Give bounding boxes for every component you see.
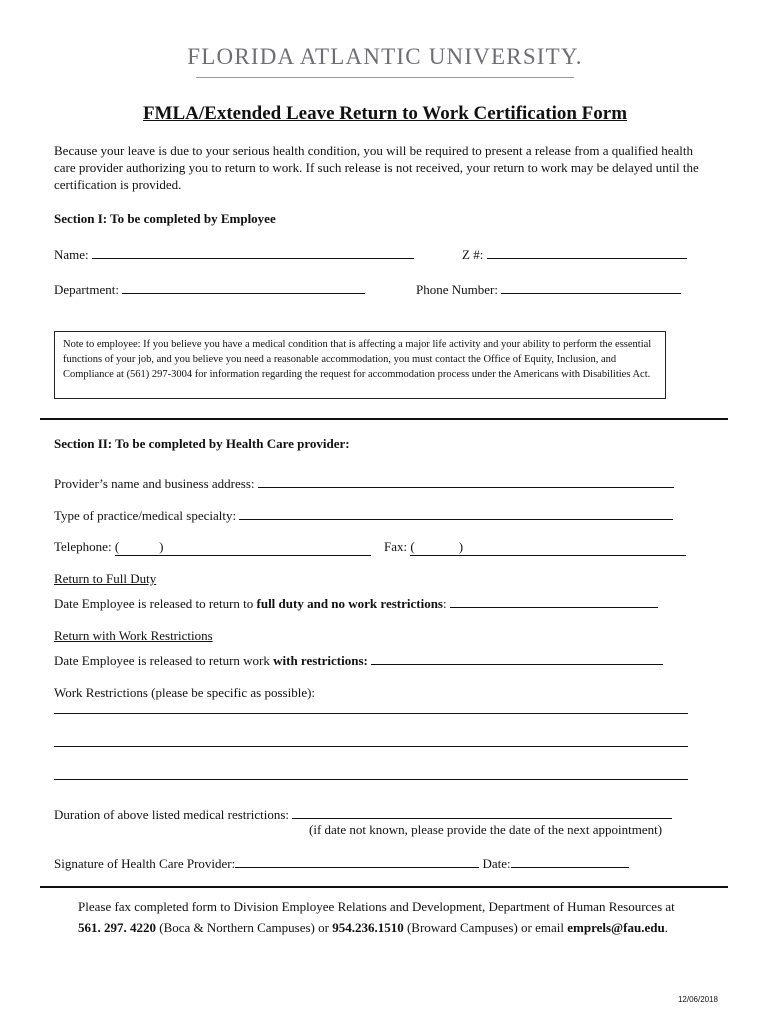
specialty-field[interactable] (239, 507, 673, 520)
footer-line-1: Please fax completed form to Division Employee Relations and Development, Department of Human Resources at (78, 899, 675, 914)
full-duty-heading: Return to Full Duty (54, 571, 157, 586)
fax-row (384, 539, 686, 556)
restrictions-row (54, 652, 663, 669)
signature-row (54, 855, 629, 872)
department-row (54, 281, 365, 298)
boca-phone: 561. 297. 4220 (78, 920, 156, 935)
fau-logo: FLORIDA ATLANTIC UNIVERSITY. (187, 44, 583, 69)
work-restrictions-line-2[interactable] (54, 746, 688, 747)
footer-instructions (78, 896, 728, 938)
fax-label: Fax: (384, 539, 408, 554)
znum-field[interactable] (487, 246, 687, 259)
full-duty-colon: : (443, 596, 447, 611)
section1-heading: Section I: To be completed by Employee (54, 211, 276, 226)
znum-label: Z #: (462, 247, 484, 262)
phone-row (416, 281, 681, 298)
restrictions-heading: Return with Work Restrictions (54, 628, 213, 643)
fax-field[interactable] (410, 539, 686, 556)
full-duty-prefix: Date Employee is released to return to (54, 596, 257, 611)
telephone-row (54, 539, 371, 556)
form-revision-date: 12/06/2018 (677, 995, 718, 1004)
fax-open-paren: ( (410, 539, 415, 554)
logo-underline (196, 77, 574, 78)
name-row (54, 246, 414, 263)
name-field[interactable] (92, 246, 414, 259)
broward-phone: 954.236.1510 (332, 920, 404, 935)
department-label: Department: (54, 282, 119, 297)
duration-label: Duration of above listed medical restrictions: (54, 807, 290, 822)
boca-text: (Boca & Northern Campuses) or (156, 920, 333, 935)
name-label: Name: (54, 247, 89, 262)
telephone-close-paren: ) (159, 539, 164, 554)
work-restrictions-line-3[interactable] (54, 779, 688, 780)
full-duty-row (54, 595, 658, 612)
provider-field[interactable] (258, 475, 674, 488)
telephone-label: Telephone: (54, 539, 112, 554)
email-link[interactable]: emprels@fau.edu (567, 920, 665, 935)
fax-close-paren: ) (458, 539, 464, 554)
restrictions-bold: with restrictions: (273, 653, 368, 668)
provider-row (54, 475, 674, 492)
date-label: Date: (482, 856, 511, 871)
specialty-row (54, 507, 673, 524)
phone-label: Phone Number: (416, 282, 498, 297)
form-title: FMLA/Extended Leave Return to Work Certification Form (142, 103, 628, 124)
footer-period: . (664, 920, 668, 935)
duration-row (54, 806, 672, 823)
signature-date-field[interactable] (511, 855, 629, 868)
work-restrictions-line-1[interactable] (54, 713, 688, 714)
signature-field[interactable] (235, 855, 479, 868)
telephone-open-paren: ( (114, 539, 120, 554)
section2-heading: Section II: To be completed by Health Care provider: (54, 436, 350, 451)
phone-field[interactable] (501, 281, 681, 294)
department-field[interactable] (122, 281, 365, 294)
duration-note: (if date not known, please provide the date of the next appointment) (309, 822, 663, 837)
footer-line-2 (78, 917, 728, 938)
specialty-label: Type of practice/medical specialty: (54, 508, 237, 523)
full-duty-bold: full duty and no work restrictions (256, 596, 443, 611)
note-text: Note to employee: If you believe you have a medical condition that is affecting a major life activity and your ability to perform the essential functions of your job, and you believe you need a reasonable accommodation, you must contact the Office of Equity, Inclusion, and Compliance at (561) 297-3004 for information regarding the request for accommodation process under the Americans with Disabilities Act. (63, 339, 652, 380)
full-duty-date-field[interactable] (450, 595, 658, 608)
signature-label: Signature of Health Care Provider: (54, 856, 236, 871)
restrictions-prefix: Date Employee is released to return work (54, 653, 274, 668)
section-divider (40, 418, 728, 420)
note-box (54, 331, 666, 399)
restrictions-date-field[interactable] (371, 652, 663, 665)
work-restrictions-label: Work Restrictions (please be specific as possible): (54, 685, 316, 700)
broward-text: (Broward Campuses) or email (403, 920, 568, 935)
znum-row (462, 246, 687, 263)
telephone-field[interactable] (115, 539, 371, 556)
duration-field[interactable] (292, 806, 672, 819)
provider-label: Provider’s name and business address: (54, 476, 255, 491)
footer-divider (40, 886, 728, 888)
intro-paragraph: Because your leave is due to your serious health condition, you will be required to present a release from a qualified health care provider authorizing you to return to work. If such release is not received, your return to work may be delayed until the certification is provided. (54, 143, 699, 192)
